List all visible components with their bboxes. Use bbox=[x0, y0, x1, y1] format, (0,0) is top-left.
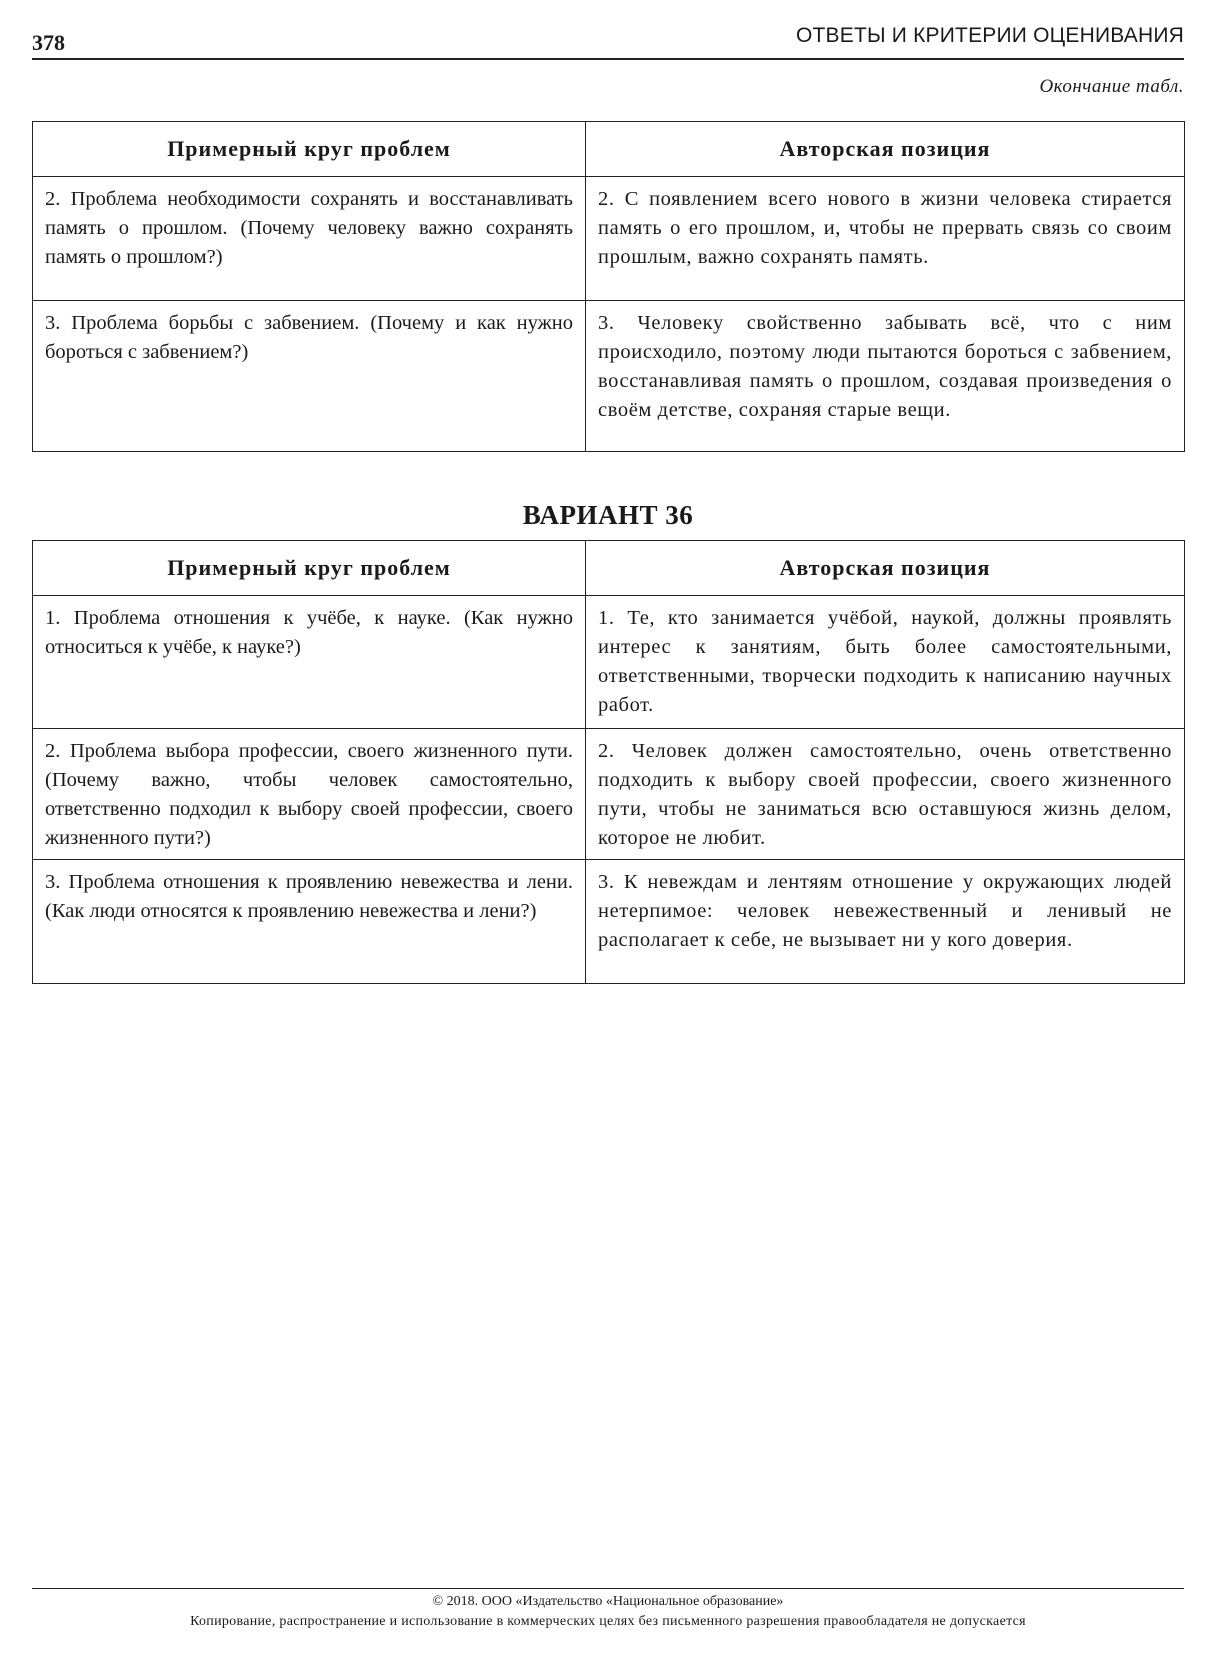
footer-copyright-notice: Копирование, распространение и использование в коммерческих целях без письменного разрешения правообладателя не допускается bbox=[190, 1614, 1026, 1629]
author-position-cell: 3. Человеку свойственно забывать всё, что с ним происходило, поэтому люди пытаются бороться с забвением, восстанавливая память о прошлом, создавая произведения о своём детстве, сохраняя старые вещи. bbox=[586, 301, 1185, 452]
running-title: ОТВЕТЫ И КРИТЕРИИ ОЦЕНИВАНИЯ bbox=[795, 24, 1184, 47]
table-row bbox=[33, 860, 1185, 984]
table-row bbox=[33, 729, 1185, 860]
page-number: 378 bbox=[32, 30, 65, 55]
problem-cell: 2. Проблема необходимости сохранять и восстанавливать память о прошлом. (Почему человеку важно сохранять память о прошлом?) bbox=[33, 177, 586, 301]
table-row bbox=[33, 301, 1185, 452]
problem-cell: 1. Проблема отношения к учёбе, к науке. (Как нужно относиться к учёбе, к науке?) bbox=[33, 596, 586, 729]
footer-copyright: © 2018. ООО «Издательство «Национальное образование» bbox=[432, 1594, 784, 1609]
variant-title: ВАРИАНТ 36 bbox=[522, 500, 694, 530]
author-position-cell: 3. К невеждам и лентяям отношение у окружающих людей нетерпимое: человек невежественный и ленивый не располагает к себе, не вызывает ни у кого доверия. bbox=[586, 860, 1185, 984]
author-position-cell: 2. Человек должен самостоятельно, очень ответственно подходить к выбору своей профессии, своего жизненного пути, чтобы не заниматься всю оставшуюся жизнь делом, которое не любит. bbox=[586, 729, 1185, 860]
column-header-author-position: Авторская позиция bbox=[586, 122, 1185, 177]
answers-table-variant-36 bbox=[32, 540, 1185, 984]
problem-cell: 2. Проблема выбора профессии, своего жизненного пути. (Почему важно, чтобы человек самостоятельно, ответственно подходил к выбору своей профессии, своего жизненного пути?) bbox=[33, 729, 586, 860]
problem-cell: 3. Проблема борьбы с забвением. (Почему и как нужно бороться с забвением?) bbox=[33, 301, 586, 452]
author-position-cell: 1. Те, кто занимается учёбой, наукой, должны проявлять интерес к занятиям, быть более самостоятельными, ответственными, творчески подходить к написанию научных работ. bbox=[586, 596, 1185, 729]
column-header-problems: Примерный круг проблем bbox=[33, 541, 586, 596]
table-continuation-label: Окончание табл. bbox=[1039, 76, 1184, 97]
table-row bbox=[33, 177, 1185, 301]
column-header-author-position: Авторская позиция bbox=[586, 541, 1185, 596]
column-header-problems: Примерный круг проблем bbox=[33, 122, 586, 177]
table-row bbox=[33, 596, 1185, 729]
header-divider bbox=[32, 58, 1184, 60]
answers-table-continued bbox=[32, 121, 1185, 452]
table-header-row bbox=[33, 541, 1185, 596]
problem-cell: 3. Проблема отношения к проявлению невежества и лени. (Как люди относятся к проявлению невежества и лени?) bbox=[33, 860, 586, 984]
table-header-row bbox=[33, 122, 1185, 177]
author-position-cell: 2. С появлением всего нового в жизни человека стирается память о его прошлом, и, чтобы не прервать связь со своим прошлым, важно сохранять память. bbox=[586, 177, 1185, 301]
footer-divider bbox=[32, 1588, 1184, 1589]
